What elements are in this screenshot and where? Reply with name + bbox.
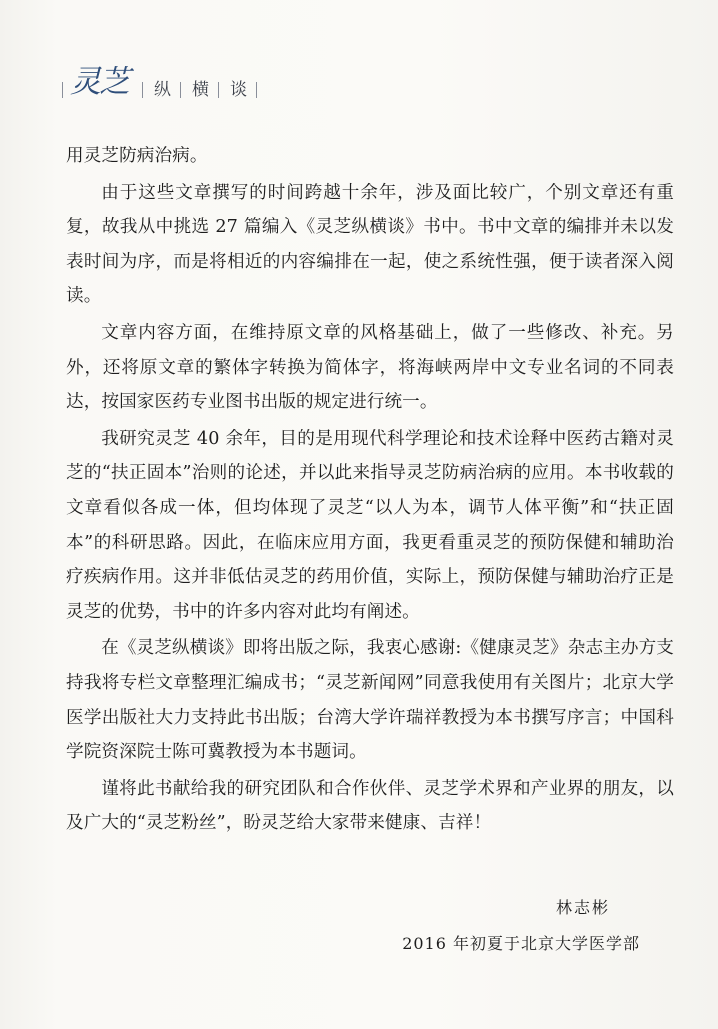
header-logo: 灵芝 — [70, 64, 128, 100]
signature-date: 2016 年初夏于北京大学医学部 — [402, 934, 640, 953]
header-word: 横 — [192, 80, 209, 100]
paragraph: 由于这些文章撰写的时间跨越十余年，涉及面比较广，个别文章还有重复，故我从中挑选 27 篇编入《灵芝纵横谈》书中。书中文章的编排并未以发表时间为序，而是将相近的内容编排在一起，使之系统性强，便于读者深入阅读。 — [66, 182, 674, 307]
paragraph: 用灵芝防病治病。 — [66, 146, 208, 166]
header-divider — [180, 82, 181, 98]
header-word: 纵 — [154, 80, 171, 100]
paragraph: 我研究灵芝 40 余年，目的是用现代科学理论和技术诠释中医药古籍对灵芝的“扶正固本”治则的论述，并以此来指导灵芝防病治病的应用。本书收载的文章看似各成一体，但均体现了灵芝“以人为本，调节人体平衡”和“扶正固本”的科研思路。因此，在临床应用方面，我更看重灵芝的预防保健和辅助治疗疾病作用。这并非低估灵芝的药用价值，实际上，预防保健与辅助治疗正是灵芝的优势，书中的许多内容对此均有阐述。 — [66, 428, 674, 622]
header-divider — [142, 82, 143, 98]
paragraph: 在《灵芝纵横谈》即将出版之际，我衷心感谢:《健康灵芝》杂志主办方支持我将专栏文章整理汇编成书；“灵芝新闻网”同意我使用有关图片；北京大学医学出版社大力支持此书出版；台湾大学许瑞祥教授为本书撰写序言；中国科学院资深院士陈可冀教授为本书题词。 — [66, 638, 674, 763]
author-signature: 林志彬 — [555, 898, 610, 917]
paragraph: 文章内容方面，在维持原文章的风格基础上，做了一些修改、补充。另外，还将原文章的繁体字转换为简体字，将海峡两岸中文专业名词的不同表达，按国家医药专业图书出版的规定进行统一。 — [66, 322, 674, 413]
header-divider — [218, 82, 219, 98]
header-divider — [62, 82, 63, 98]
body-text — [66, 139, 674, 843]
header-divider — [256, 82, 257, 98]
paragraph: 谨将此书献给我的研究团队和合作伙伴、灵芝学术界和产业界的朋友，以及广大的“灵芝粉丝”，盼灵芝给大家带来健康、吉祥！ — [66, 778, 674, 834]
header-word: 谈 — [230, 80, 247, 100]
running-header — [62, 58, 362, 108]
